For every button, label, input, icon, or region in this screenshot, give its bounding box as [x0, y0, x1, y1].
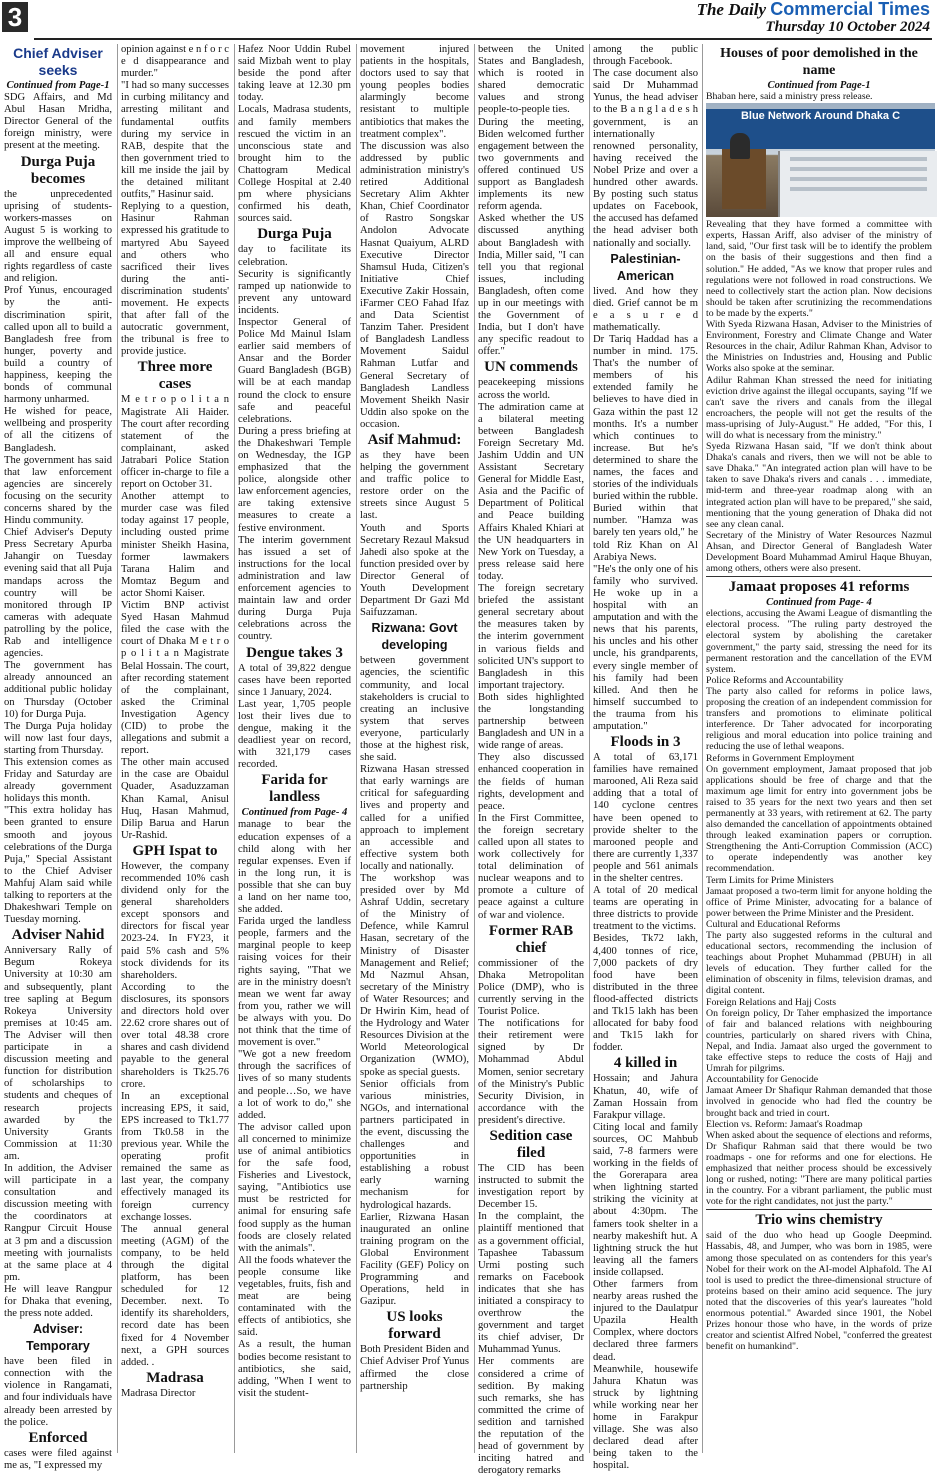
headline: Adviser Nahid [11, 927, 105, 944]
headline: Chief Adviser seeks [13, 45, 103, 78]
paragraph: Both President Biden and Chief Adviser Prof Yunus affirmed the close partnership [360, 1344, 469, 1392]
paragraph: In the First Committee, the foreign secretary called upon all states to work collectively for total delimination of nuclear weapons and to promote a culture of peace against a culture of war and violence. [478, 812, 584, 921]
article-divider [706, 576, 932, 577]
paragraph: Both sides highlighted the longstanding partnership between Bangladesh and UN in a wide range of areas. [478, 691, 584, 752]
paragraph: Madrasa Director [121, 1387, 196, 1399]
column-6 [593, 44, 699, 1472]
headline: Madrasa [146, 1369, 204, 1386]
paragraph: When asked about the sequence of elections and reforms, Dr Shafiqur Rahman said that there would be two roadmaps - one for reforms and one for elections. He emphasized that neither process should be excessively long or rushed, noting: "There are many political parties in the country. For a vibrant parliament, the public must vote for the right candidates, not just the party." [706, 1129, 932, 1208]
paragraph: Adilur Rahman Khan stressed the need for initiating eviction drive against the illegal occupants, saying "If we can't save the rivers and canals from the illegal encroachers, the people will not get the results of the mass-uprising of July-August." He added, "For this, I will do what is necessary from the ministry." [706, 374, 932, 441]
headline: Floods in 3 [610, 734, 681, 751]
headline: Dengue takes 3 [246, 644, 343, 661]
paragraph: The workshop was presided over by Md Ashraf Uddin, secretary of the Ministry of Defence, while Kamrul Hasan, secretary of the Ministry of Disaster Management and Relief; Md Nazmul Ahsan, secretary of the Ministry of Water Resources; and Dr Hwirin Kim, head of the Hydrology and Water Resources Division at the World Meteorological Organization (WMO), spoke as special guests. [360, 873, 469, 1078]
paragraph: Replying to a question, Hasinur Rahman expressed his gratitude to martyred Abu Sayeed and others who sacrificed their lives during the anti-discrimination students' movement. He expects that after fall of the autocratic government, the tribunal is free to provide justice. [121, 201, 229, 358]
paragraph: The party also suggested reforms in the cultural and educational sectors, recommending the inclusion of teachings about Prophet Muhammad (PBUH) in all levels of education. They further called for the elimination of obscenity in films, television dramas, and digital content. [706, 930, 932, 997]
paragraph: opinion against e n f o r c e d disappearance and murder." [121, 44, 229, 80]
paragraph: Youth and Sports Secretary Rezaul Maksud Jahedi also spoke at the function presided over by Director General of Youth Development Department Dr Gazi Md Saifuzzaman. [360, 522, 469, 619]
paragraph: Citing local and family sources, OC Mahbub said, 7-8 farmers were working in the fields of the Gorerapara area when lightning started striking the vicinity at about 4:30pm. The famers took shelter in a nearby makeshift hut. A lightning struck the hut leaving all the famers inside collapsed. [593, 1121, 698, 1278]
continued-note: Continued from Page-1 [767, 80, 871, 91]
paragraph: Secretary of the Ministry of Water Resources Nazmul Ahsan, and Director General of Bangladesh Water Development Board Muhammad Amirul Haque Bhuyan, among others, others were also present. [706, 529, 932, 575]
headline: UN commends [484, 359, 578, 376]
paragraph: Earlier, Rizwana Hasan inaugurated an online training program on the Global Environment Facility (GEF) Policy on Programming and Operations, held in Gazipur. [360, 1211, 469, 1308]
subheading: Police Reforms and Accountability [706, 674, 844, 686]
paragraph: Other farmers from nearby areas rushed the injured to the Daulatpur Upazila Health Complex, where doctors declared three farmers dead. [593, 1279, 698, 1363]
paragraph: They also discussed enhanced cooperation in the fields of human rights, development and peace. [478, 752, 584, 812]
headline: Farida for landless [261, 772, 328, 806]
column-divider [234, 44, 235, 1453]
column-divider [356, 44, 357, 1453]
paragraph: The annual general meeting (AGM) of the company, to be held through the digital platform, has been scheduled for 12 December. next. To identify its shareholders, record date has been fixed for 4 November next, a GPH sources added. . [121, 1223, 229, 1368]
subheading: Cultural and Educational Reforms [706, 918, 841, 930]
paragraph: All the foods whatever the people consume like vegetables, fruits, fish and meat are being contaminated with the effects of antibiotics, she said. [238, 1254, 351, 1339]
column-4 [360, 44, 469, 1452]
paragraph: The other main accused in the case are Obaidul Quader, Asaduzzaman Khan Kamal, Anisul Huq, Hasan Mahmud, Dilip Barua and Harun Ur-Rashid. [121, 757, 229, 841]
paragraph: Prof Yunus, encouraged by the anti-discrimination spirit, called upon all to build a Bangladesh free from hunger, poverty and build a country of happiness, keeping the bonds of communal harmony unharmed. [4, 285, 112, 406]
subheading: Term Limits for Prime Ministers [706, 874, 834, 886]
headline: Enforced [28, 1429, 88, 1446]
paragraph: The CID has been instructed to submit the investigation report by December 15. [478, 1162, 584, 1211]
paragraph: Revealing that they have formed a committee with experts, Hassan Ariff, also adviser of the ministry of land, said, "Our first task will be to identify the problem on the basis of their suggestions and then find a solution." He added, "As we know that proper rules and regulations were not followed in road constructions. We need to collectively start the action plan. Now decisions should be taken after scrutinizing the recommendations to be made by the experts." [706, 219, 932, 319]
paragraph: among the public through Facebook. [593, 44, 698, 68]
paragraph: During the meeting, Biden welcomed further engagement between the two governments and offered continued US support as Bangladesh implements its new reform agenda. [478, 116, 584, 213]
column-divider [474, 44, 475, 1453]
paragraph: lived. And how they died. Grief cannot be m e a s u r e d mathematically. [593, 285, 698, 333]
paragraph: In the complaint, the plaintiff mentioned that as a government official, Tapashee Tabassum Urmi posting such remarks on Facebook indicates that she has initiated a conspiracy to overthrow the government and target its chief adviser, Dr Muhammad Yunus. [478, 1211, 584, 1356]
paragraph: M e t r o p o l i t a n Magistrate Ali Haider. The court after recording statement of the complainant, asked Jatrabari Police Station officer in-charge to file a report on October 31. [121, 394, 229, 491]
paragraph: "He's the only one of his family who survived. He woke up in a hospital with an amputation and with the news that his parents, his uncles and his other uncle, his grandparents, every single member of his family had been killed. And then he himself succumbed to the trauma from his amputation." [593, 563, 698, 732]
paragraph: as they have been helping the government and traffic police to restore order on the streets since August 5 last. [360, 450, 469, 522]
headline: Sedition case filed [489, 1127, 573, 1161]
newspaper-brand [697, 0, 930, 19]
headline: US looks forward [386, 1309, 443, 1343]
paragraph: He will leave Rangpur for Dhaka that evening, the press note added. [4, 1283, 112, 1320]
photo-banner: Blue Network Around Dhaka C [706, 109, 935, 149]
paragraph: between the United States and Bangladesh, which is rooted in shared democratic values and strong people-to-people ties. [478, 44, 584, 116]
paragraph: cases were filed against me as, "I expressed my [4, 1447, 112, 1471]
paragraph: The advisor called upon all concerned to minimize use of animal antibiotics for the safe food, Fisheries and Livestock, saying, "Antibiotics use must be restricted for animal for ensuring safe food supply as the human foods are closely related with the animals". [238, 1121, 351, 1254]
paragraph: The government has already announced an additional public holiday on Thursday (October 10) for Durga Puja. [4, 660, 112, 720]
masthead-rule [34, 38, 932, 40]
paragraph: said of the duo who head up Google Deepmind. Hassabis, 48, and Jumper, who was born in 1985, were among those speculated on as contenders for this year's Nobel for their work on the AI-model Alphafold. The AI tool is used to predict the three-dimensional structure of proteins based on their amino acid sequence. The jury noted that the discoveries of this year's laureates "hold enormous potential." Awarded since 1901, the Nobel Prizes honour those who have, in the words of prize creator and scientist Alfred Nobel, "conferred the greatest benefit on humankind". [706, 1230, 932, 1353]
headline: Palestinian-American [610, 251, 681, 283]
paragraph: the unprecedented uprising of students-workers-masses on August 5 is working to improve the wellbeing of all and ensure equal rights regardless of caste and religion. [4, 188, 112, 285]
paragraph: Inspector General of Police Md Mainul Islam earlier said members of Ansar and the Border Guard Bangladesh (BGB) will be at each mandap round the clock to ensure safe and peaceful celebrations. [238, 316, 351, 425]
column-divider [589, 44, 590, 1453]
paragraph: Syeda Rizwana Hasan said, "If we don't think about Dhaka's canals and rivers, then we will not be able to save Dhaka." "An integrated action plan will have to be taken to save Dhaka's rivers and canals . . . immediate, mid-term and three-year roadmap along with an integrated action plan will have to be prepared," she said, mentioning that the young generation of Dhaka did not see any clean canal. [706, 441, 932, 530]
masthead [697, 0, 930, 35]
paragraph: With Syeda Rizwana Hasan, Adviser to the Ministries of Environment, Forestry and Climate Change and Water Resources in the chair, Adilur Rahman Khan, Advisor to the Ministries on Industries and, Housing and Public Works also spoke at the seminar. [706, 319, 932, 375]
paragraph: In addition, the Adviser will participate in a consultation and discussion meeting with the coordinators at Rangpur Circuit House at 3 pm and a discussion meeting with journalists at the same place at 4 pm. [4, 1162, 112, 1283]
paragraph: The interim government has issued a set of instructions for the local administration and law enforcement agencies to maintain law and order during Durga Puja celebrations across the country. [238, 534, 351, 643]
paragraph: A total of 39,822 dengue cases have been reported since 1 January, 2024. [238, 662, 351, 698]
headline: Jamaat proposes 41 reforms [728, 579, 910, 596]
column-1 [4, 44, 112, 1471]
paragraph: day to facilitate its celebration. [238, 244, 351, 268]
subheading: Election vs. Reform: Jamaat's Roadmap [706, 1118, 863, 1130]
paragraph: Another attempt to murder case was filed today against 17 people, including ousted prime minister Sheikh Hasina, former lawmakers Tarana Halim and Momtaz Begum and actor Shomi Kaiser. [121, 491, 229, 599]
paragraph: Hafez Noor Uddin Rubel said Mizbah went to play beside the pond after taking leave at 12.30 pm today. [238, 44, 351, 104]
paragraph: In an exceptional increasing EPS, it said, EPS increased to Tk1.77 from Tk0.58 in the previous year. While the operating profit remained the same as last year, the company effectively managed its foreign currency exchange losses. [121, 1090, 229, 1223]
column-divider [702, 44, 703, 1453]
headline: GPH Ispat to [132, 842, 218, 859]
column-5 [478, 44, 584, 1477]
paragraph: Jamaat proposed a two-term limit for anyone holding the office of Prime Minister, advocating for a balance of power between the Prime Minister and the President. [706, 885, 932, 919]
paragraph: The discussion was also addressed by public administration ministry's retired Additional Secretary Alim Akhter Khan, Chief Coordinator of Rastro Songskar Andolon Advocate Hasnat Quaiyum, ALRD Executive Director Shamsul Huda, Citizen's Initiative Chief Executive Zakir Hossain, iFarmer CEO Fahad Ifaz and Data Scientist Tanzim Taher. President of Bangladesh Landless Movement Saidul Rahman Lutfar and General Secretary of Bangladesh Landless Movement Sheikh Nasir Uddin also spoke on the occasion. [360, 140, 469, 430]
paragraph: The party also called for reforms in police laws, proposing the creation of an independent commission for transfers and promotions to eliminate political interference. Dr Taher advocated for incorporating religious and moral education into police training and reducing the use of lethal weapons. [706, 685, 932, 753]
paragraph: The government has said that law enforcement agencies are sincerely focusing on the security concerns shared by the Hindu community. [4, 454, 112, 527]
paragraph: Jamaat Ameer Dr Shafiqur Rahman demanded that those involved in genocide who had fled the country be brought back and tried in court. [706, 1085, 932, 1119]
subheading: Accountability for Genocide [706, 1074, 819, 1086]
paragraph: Her comments are considered a crime of sedition. By making such remarks, she has committed the crime of sedition and tarnished the reputation of the head of government by inciting hatred and derogatory remarks [478, 1356, 584, 1477]
paragraph: A total of 63,171 families have remained marooned, Ali Reza said adding that a total of 140 cyclone centres have been opened to provide shelter to the marooned people and there are currently 1,337 people and 561 animals in the shelter centres. [593, 752, 698, 884]
seminar-photo [706, 103, 935, 217]
continued-note: Continued from Page- 4 [241, 807, 348, 819]
headline: Three more cases [137, 359, 213, 393]
column-divider [117, 44, 118, 1453]
paragraph: On government employment, Jamaat proposed that job applications should be free of charge and that the maximum age limit for entry into government jobs be raised to 35 years for the next two years and then set permanently at 33 years, with retirement at 62. The party also demanded the cancellation of appointments obtained through leaked examination papers or corruption. Strengthening the Anti-Corruption Commission (ACC) to operate independently was another key recommendation. [706, 763, 932, 875]
paragraph: "We got a new freedom through the sacrifices of lives of so many students and people…So, we have a lot of work to do," she added. [238, 1049, 351, 1121]
headline: Durga Puja [257, 226, 332, 243]
headline: Houses of poor demolished in the name [720, 46, 918, 78]
column-2 [121, 44, 229, 1452]
paragraph: Besides, Tk72 lakh, 4,400 tonnes of rice, 7,000 packets of dry food have been distributed in the three flood-affected districts and Tk15 lakh has been allocated for baby food and Tk15 lakh for fodder. [593, 933, 698, 1054]
column-3 [238, 44, 351, 1452]
subheading: Foreign Relations and Hajj Costs [706, 996, 837, 1008]
article-divider [706, 1209, 932, 1210]
paragraph: Locals, Madrasa students, and family members rescued the victim in an unconscious state and brought him to the Chattogram Medical College Hospital at 2.40 pm where physicians confirmed his death, sources said. [238, 104, 351, 225]
paragraph: During a press briefing at the Dhakeshwari Temple on Wednesday, the IGP emphasized that the police, alongside other law enforcement agencies, are taking extensive measures to create a festive environment. [238, 425, 351, 534]
paragraph: "I had so many successes in curbing militancy and arresting militant and fundamental outfits during my service in RAB, despite that the then government tried to kill me inside the jail by the detained militant outfits," Hasinur said. [121, 80, 229, 201]
brand-prefix: The Daily [696, 0, 766, 19]
paragraph: Last year, 1,705 people lost their lives due to dengue, making it the deadliest year on record, with 321,179 cases recorded. [238, 698, 351, 771]
paragraph: The notifications for their retirement were signed by Dr Mohammad Abdul Momen, senior secretary of the Ministry's Public Security Division, in accordance with the president's directive. [478, 1018, 584, 1126]
paragraph: peacekeeping missions across the world. [478, 377, 584, 401]
paragraph: A total of 20 medical teams are operating in three districts to provide treatment to the victims. [593, 885, 698, 933]
headline: Asif Mahmud: [367, 432, 462, 448]
board-shape [778, 151, 937, 217]
paragraph: between government agencies, the scientific community, and local stakeholders is crucial to creating an inclusive system that serves everyone, particularly those at the highest risk, she said. [360, 655, 469, 764]
paragraph: Hossain; and Jahura Khatun, 40, wife of Zaman Hossain from Farakpur village. [593, 1073, 698, 1121]
headline: Former RAB chief [488, 922, 574, 956]
paragraph: The foreign secretary briefed the assistant general secretary about the measures taken by the interim government in various fields and solicited UN's support to Bangladesh in this important trajectory. [478, 583, 584, 691]
headline: 4 killed in [613, 1055, 678, 1072]
paragraph: "This extra holiday has been granted to ensure smooth and joyous celebrations of the Durga Puja," Special Assistant to the Chief Adviser Mahfuj Alam said while talking to reporters at the Dhakeshwari Temple on Tuesday morning. [4, 805, 112, 926]
column-7 [706, 44, 932, 1452]
paragraph: The admiration came at a bilateral meeting between Bangladesh Foreign Secretary Md. Jashim Uddin and UN Assistant Secretary General for Middle East, Asia and the Pacific of Department of Political and Peace building Affairs Khaled Khiari at the UN headquarters in New York on Tuesday, a press release said here today. [478, 401, 584, 582]
paragraph: manage to bear the education expenses of a child along with her regular expenses. Even if in the long run, it is possible that she can buy a land on her name too, she added. [238, 819, 351, 916]
continued-note: Continued from Page-1 [6, 80, 110, 91]
paragraph: have been filed in connection with the violence in Rangamati, and four individuals have already been arrested by the police. [4, 1356, 112, 1428]
paragraph: Security is significantly ramped up nationwide to prevent any untoward incidents. [238, 268, 351, 316]
paragraph: Senior officials from various ministries, NGOs, and international partners participated in the event, discussing the challenges and opportunities in establishing a robust early warning mechanism for hydrological hazards. [360, 1078, 469, 1211]
paragraph: Rizwana Hasan stressed that early warnings are critical for safeguarding lives and property and called for a unified approach to implement an accessible and effective system both locally and nationally. [360, 764, 469, 872]
paragraph: Asked whether the US discussed anything about Bangladesh with India, Miller said, "I can tell you that regional issues, including Bangladesh, often come up in our meetings with the Government of India, but I don't have any specific readout to offer." [478, 213, 584, 358]
subheading: Reforms in Government Employment [706, 752, 855, 764]
issue-date: Thursday 10 October 2024 [765, 19, 930, 35]
paragraph: This extension comes as Friday and Saturday are already government holidays this month. [4, 756, 112, 805]
paragraph: commissioner of the Dhaka Metropolitan Police (DMP), who is currently serving in the Tourist Police. [478, 957, 584, 1018]
headline: Trio wins chemistry [755, 1212, 883, 1229]
paragraph: As a result, the human bodies become resistant to antibiotics, she said, adding, "When I went to visit the student- [238, 1339, 351, 1399]
paragraph: Meanwhile, housewife Jahura Khatun was struck by lightning while working near her home in Farakpur village. She was also declared dead after being taken to the hospital. [593, 1363, 698, 1472]
paragraph: elections, accusing the Awami League of dismantling the electoral process. "The ruling party destroyed the electoral system by abolishing the caretaker government," the party said, stressing the need for its permanent restoration and the cancellation of the EVM system. [706, 608, 932, 675]
headline: Rizwana: Govt developing [371, 621, 458, 653]
headline: Adviser: Temporary [26, 1322, 90, 1354]
speaker-shape [730, 133, 750, 159]
paragraph: Anniversary Rally of Begum Rokeya University at 10:30 am and subsequently, plant tree sapling at Begum Rokeya University premises at 10:45 am. The Adviser will then participate in a discussion meeting and function for distribution of scholarships to students and cheques of research projects awarded by the University Grants Commission at 11:30 am. [4, 945, 112, 1162]
headline: Durga Puja becomes [20, 153, 96, 187]
paragraph: Bhaban here, said a ministry press release. [706, 91, 873, 103]
paragraph: Victim BNP activist Syed Hasan Mahmud filed the case with the court of Dhaka M e t r o p o l i t a n Magistrate Belal Hossain. The court, after recording statement of the complainant, asked the Criminal Investigation Agency (CID) to probe the allegations and submit a report. [121, 600, 229, 757]
paragraph: Farida urged the landless people, farmers and the marginal people to keep raising voices for their rights saying, "That we are in the ministry doesn't mean we went far away from you, rather we will be always with you. Do not think that the time of movement is over." [238, 916, 351, 1049]
brand-name: Commercial Times [770, 0, 930, 19]
page-number: 3 [2, 2, 28, 32]
paragraph: According to the disclosures, its sponsors and directors hold over 22.62 crore shares out of over total 48.38 crore shares and cash dividend payable to the general shareholders is Tk25.76 crore. [121, 981, 229, 1090]
paragraph: Chief Adviser's Deputy Press Secretary Apurba Jahangir on Tuesday evening said that all Puja mandaps across the country will be monitored through IP cameras with adequate patrolling by the police, Rab and intelligence agencies. [4, 527, 112, 660]
paragraph: SDG Affairs, and Md Abul Hasan Mridha, Director General of the foreign ministry, were present at the meeting. [4, 92, 112, 152]
paragraph: Dr Tariq Haddad has a number in mind. 175. That's the number of members of his extended family he believes to have died in Gaza within the past 12 months. It's a number which continues to increase. But he's determined to share the names, the faces and stories of the individuals buried within the rubble. Buried within that number. "Hamza was barely ten years old," he told Riz Khan on Al Arabiya News. [593, 333, 698, 563]
paragraph: However, the company recommended 10% cash dividend only for the general shareholders except sponsors and directors for fiscal year 2023-24. In FY23, it paid 5% cash and 5% stock dividends for its shareholders. [121, 860, 229, 981]
paragraph: On foreign policy, Dr Taher emphasized the importance of fair and balanced relations with neighbouring countries, particularly on shared rivers with China, Nepal, and India. Jamaat also urged the government to take effective steps to reduce the costs of Hajj and Umrah for pilgrims. [706, 1007, 932, 1075]
paragraph: The case document also said Dr Muhammad Yunus, the head adviser to the B a n g l a d e s h government, is an internationally renowned personality, having received the Nobel Prize and over a hundred other awards. By posting such status updates on Facebook, the accused has defamed the head adviser both nationally and socially. [593, 68, 699, 249]
continued-note: Continued from Page- 4 [766, 597, 872, 609]
paragraph: He wished for peace, wellbeing and prosperity of all the citizens of Bangladesh. [4, 406, 112, 454]
paragraph: movement injured patients in the hospitals, doctors used to say that young peoples bodies alarmingly become resistant to multiple antibiotics that makes the treatment complex". [360, 44, 469, 140]
paragraph: The Durga Puja holiday will now last four days, starting from Thursday. [4, 720, 112, 756]
